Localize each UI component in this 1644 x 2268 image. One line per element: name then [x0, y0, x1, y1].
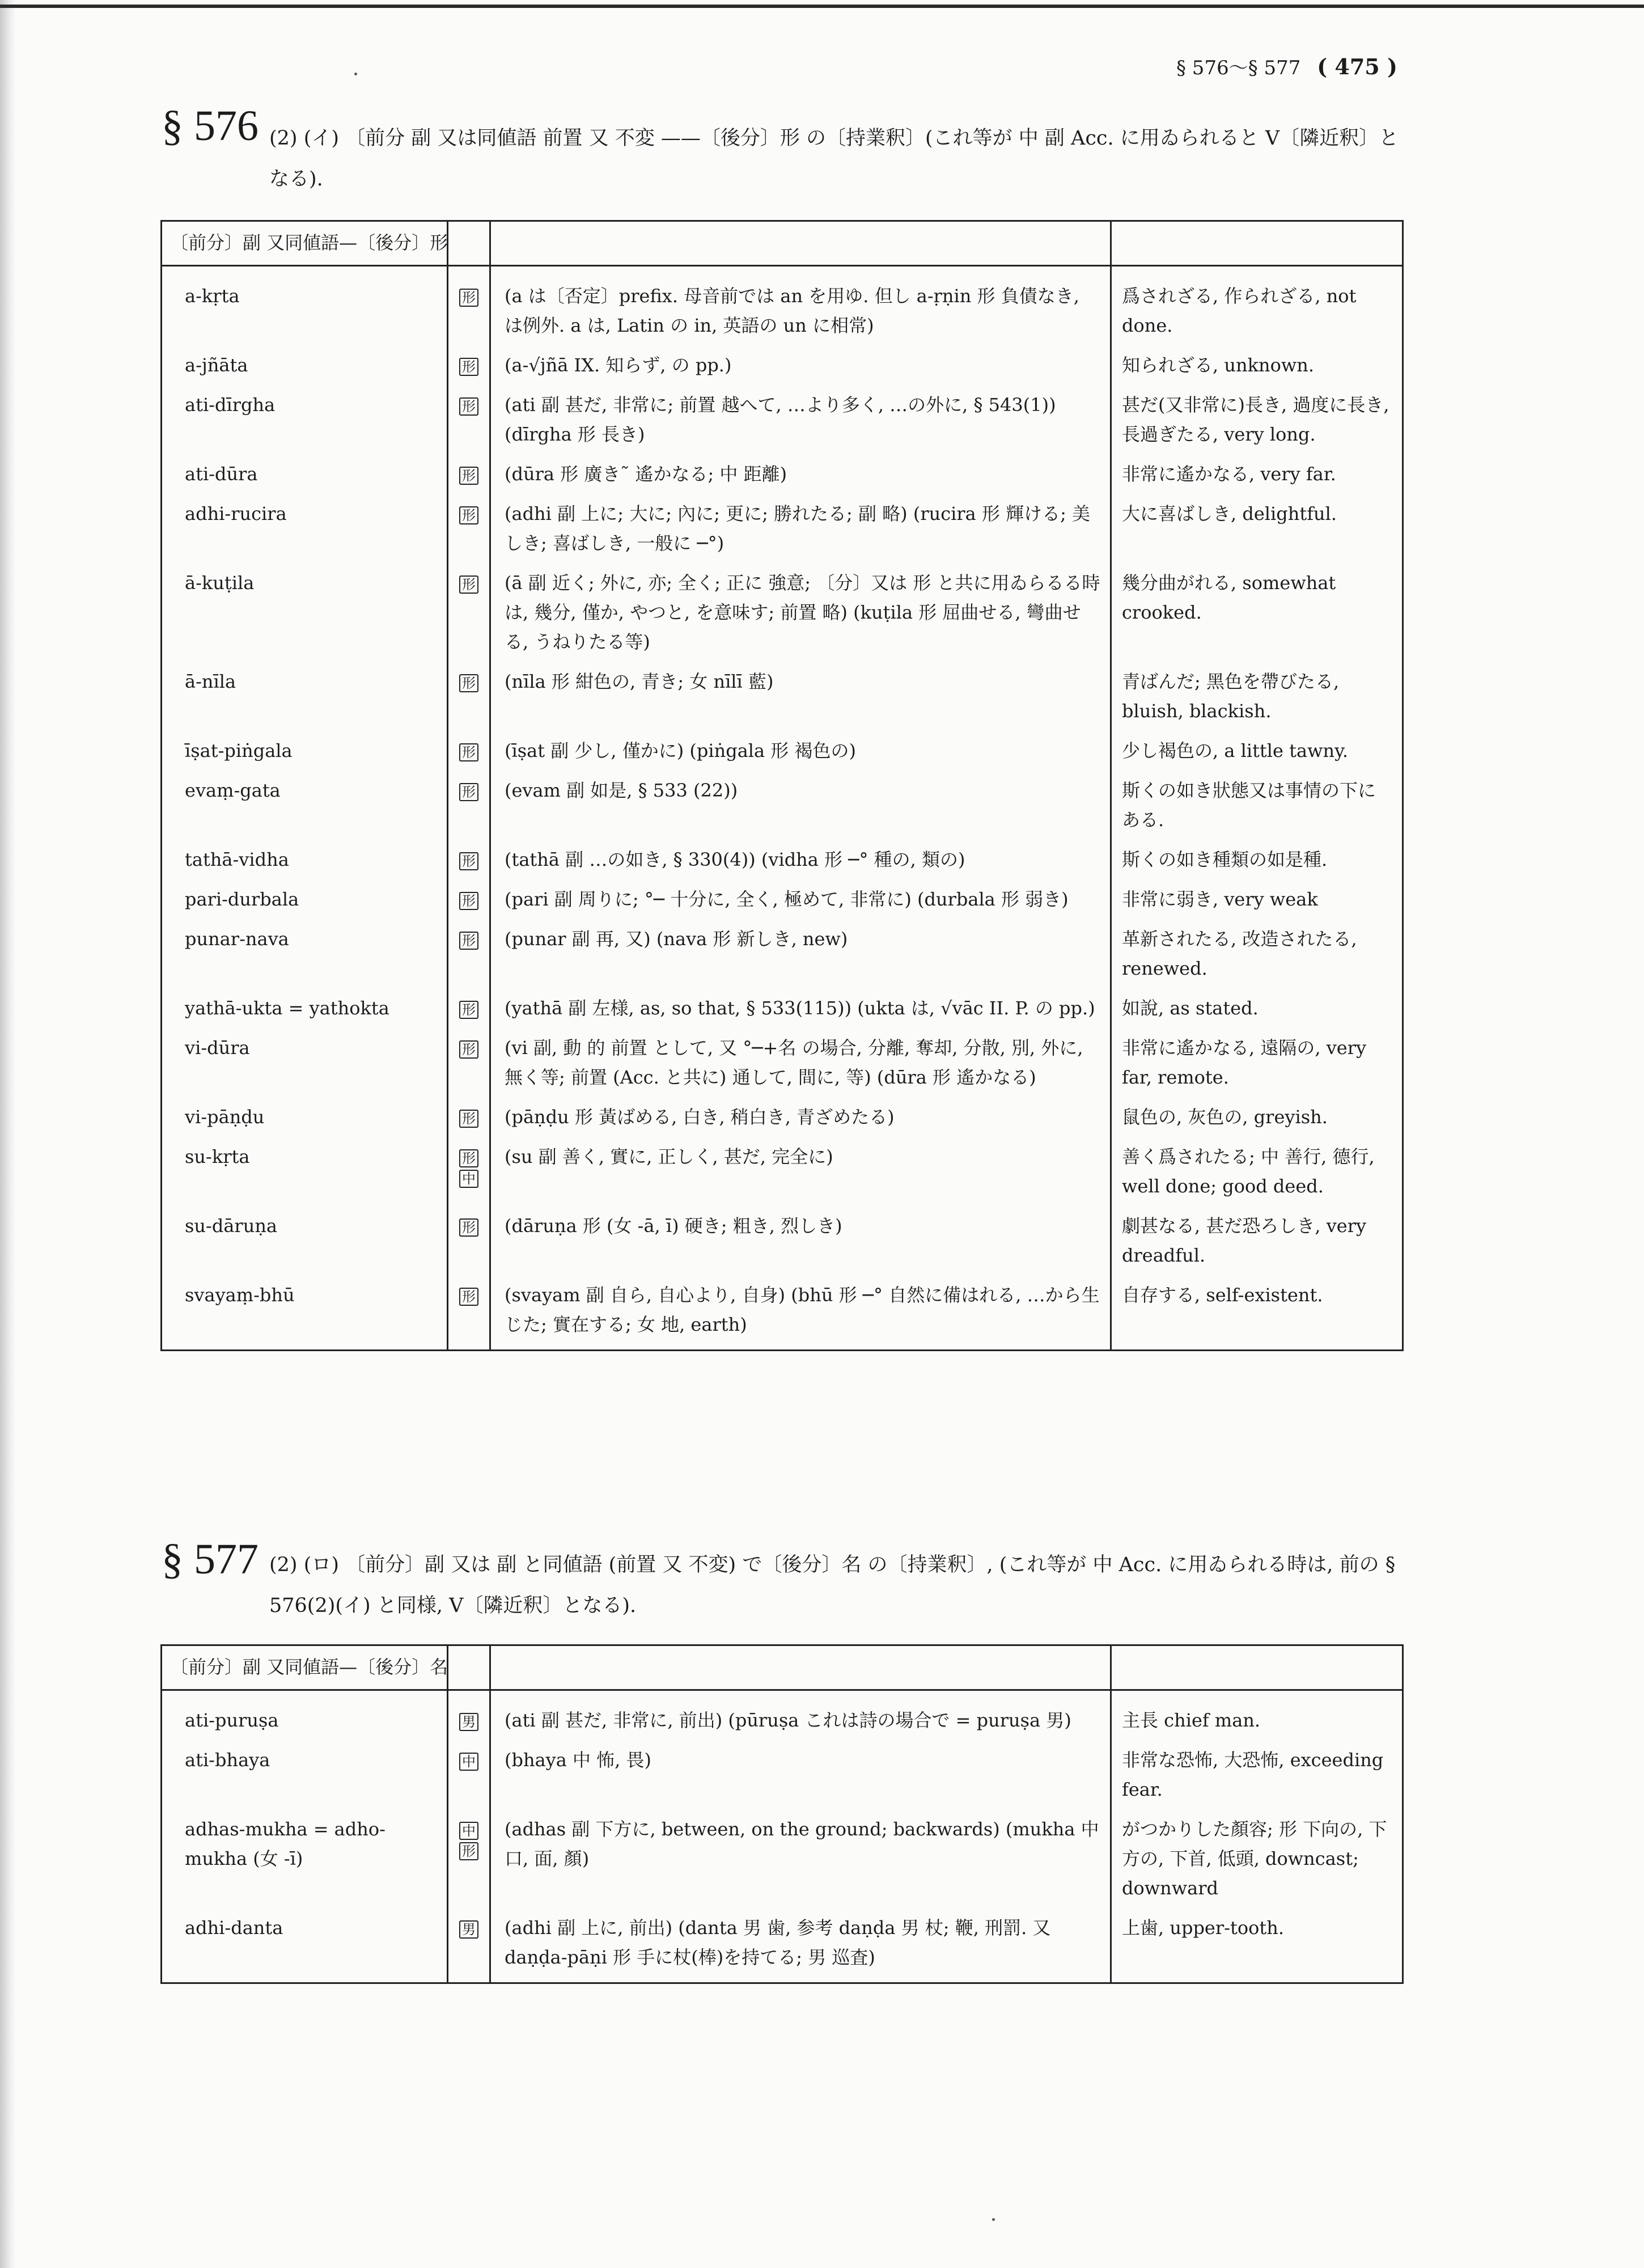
entry-meaning: 少し褐色の, a little tawny.: [1111, 736, 1403, 776]
header-meaning: [1111, 221, 1403, 266]
table-576: [160, 220, 1404, 1351]
pos-badge: 形: [459, 289, 478, 307]
entry-term: punar-nava: [162, 924, 448, 993]
pos-badge: 形: [459, 932, 478, 950]
header-term: 〔前分〕副 又同値語—〔後分〕名: [162, 1645, 448, 1690]
table-row: [162, 1211, 1403, 1280]
table-row: [162, 568, 1403, 667]
table-row: [162, 667, 1403, 736]
table-row: [162, 281, 1403, 350]
table-row: [162, 1102, 1403, 1142]
pos-badge: 形: [459, 674, 478, 692]
pos-stack: [458, 358, 480, 376]
table-576-body: [162, 266, 1403, 1351]
table-row: [162, 736, 1403, 776]
entry-etymology: (pāṇḍu 形 黃ばめる, 白き, 稍白き, 青ざめたる): [490, 1102, 1111, 1142]
pos-stack: [458, 1110, 480, 1128]
table-row: [162, 1280, 1403, 1351]
entry-pos-cell: [448, 1706, 490, 1745]
pos-badge: 形: [459, 358, 478, 376]
pos-stack: [458, 743, 480, 761]
table-header-row: [162, 221, 1403, 266]
entry-pos-cell: [448, 1280, 490, 1351]
entry-pos-cell: [448, 350, 490, 390]
pos-badge: 中: [459, 1170, 478, 1188]
entry-term: īṣat-piṅgala: [162, 736, 448, 776]
pos-badge: 形: [459, 1842, 478, 1860]
running-head: [1176, 52, 1414, 81]
pos-badge: 形: [459, 1149, 478, 1167]
spacer-cell: [490, 1690, 1111, 1706]
entry-term: ati-bhaya: [162, 1745, 448, 1814]
entry-term: ati-dūra: [162, 459, 448, 499]
spacer-cell: [162, 1690, 448, 1706]
pos-badge: 形: [459, 576, 478, 594]
table-row: [162, 1913, 1403, 1983]
pos-badge: 中: [459, 1753, 478, 1771]
entry-term: adhi-rucira: [162, 499, 448, 568]
pos-badge: 形: [459, 467, 478, 485]
header-term: 〔前分〕副 又同値語—〔後分〕形: [162, 221, 448, 266]
pos-badge: 形: [459, 397, 478, 416]
table-577: [160, 1644, 1404, 1984]
table-row: [162, 1706, 1403, 1745]
pos-stack: [458, 397, 480, 416]
entry-etymology: (a は〔否定〕prefix. 母音前では an を用ゆ. 但し a-ṛṇin 形 負債なき, は例外. a は, Latin の in, 英語の un に相常): [490, 281, 1111, 350]
entry-term: pari-durbala: [162, 885, 448, 924]
pos-stack: [458, 1753, 480, 1771]
pos-stack: [458, 1288, 480, 1306]
entry-term: tathā-vidha: [162, 845, 448, 885]
top-rule: [0, 5, 1644, 8]
pos-badge: 形: [459, 1110, 478, 1128]
spacer-cell: [1111, 1690, 1403, 1706]
entry-term: ā-kuṭila: [162, 568, 448, 667]
entry-pos-cell: [448, 1814, 490, 1913]
entry-pos-cell: [448, 459, 490, 499]
entry-pos-cell: [448, 281, 490, 350]
entry-meaning: 知られざる, unknown.: [1111, 350, 1403, 390]
entry-meaning: 甚だ(又非常に)長き, 過度に長き, 長過ぎたる, very long.: [1111, 390, 1403, 459]
entry-meaning: 非常に遙かなる, 遠隔の, very far, remote.: [1111, 1033, 1403, 1102]
entry-term: adhi-danta: [162, 1913, 448, 1983]
entry-pos-cell: [448, 390, 490, 459]
entry-term: su-kṛta: [162, 1142, 448, 1211]
pos-badge: 形: [459, 783, 478, 801]
entry-meaning: 幾分曲がれる, somewhat crooked.: [1111, 568, 1403, 667]
section-576-number: § 576: [162, 102, 259, 150]
entry-meaning: 上歯, upper-tooth.: [1111, 1913, 1403, 1983]
page-number: ( 475 ): [1317, 54, 1397, 79]
pos-stack: [458, 1713, 480, 1731]
entry-term: ā-nīla: [162, 667, 448, 736]
entry-meaning: 自存する, self-existent.: [1111, 1280, 1403, 1351]
entry-etymology: (adhi 副 上に; 大に; 內に; 更に; 勝れたる; 副 略) (rucira 形 輝ける; 美しき; 喜ばしき, 一般に ─°): [490, 499, 1111, 568]
pos-badge: 形: [459, 1001, 478, 1019]
table-row: [162, 924, 1403, 993]
entry-etymology: (evam 副 如是, § 533 (22)): [490, 776, 1111, 845]
pos-stack: [458, 852, 480, 870]
pos-stack: [458, 1822, 480, 1860]
entry-meaning: 主長 chief man.: [1111, 1706, 1403, 1745]
entry-etymology: (su 副 善く, 實に, 正しく, 甚だ, 完全に): [490, 1142, 1111, 1211]
pos-stack: [458, 467, 480, 485]
entry-meaning: 非常に弱き, very weak: [1111, 885, 1403, 924]
table-row: [162, 1033, 1403, 1102]
entry-etymology: (punar 副 再, 又) (nava 形 新しき, new): [490, 924, 1111, 993]
entry-term: ati-dīrgha: [162, 390, 448, 459]
entry-pos-cell: [448, 1102, 490, 1142]
entry-etymology: (ati 副 甚だ, 非常に, 前出) (pūruṣa これは詩の場合で = puruṣa 男): [490, 1706, 1111, 1745]
entry-etymology: (tathā 副 …の如き, § 330(4)) (vidha 形 ─° 種の, 類の): [490, 845, 1111, 885]
pos-stack: [458, 1040, 480, 1059]
entry-etymology: (pari 副 周りに; °─ 十分に, 全く, 極めて, 非常に) (durbala 形 弱き): [490, 885, 1111, 924]
pos-badge: 男: [459, 1713, 478, 1731]
entry-meaning: 非常に遙かなる, very far.: [1111, 459, 1403, 499]
running-head-sections: § 576～§ 577: [1176, 57, 1301, 79]
entry-meaning: 斯くの如き狀態又は事情の下にある.: [1111, 776, 1403, 845]
table-row: [162, 1814, 1403, 1913]
header-pos: [448, 221, 490, 266]
table-row: [162, 1745, 1403, 1814]
pos-stack: [458, 1001, 480, 1019]
entry-pos-cell: [448, 924, 490, 993]
header-pos: [448, 1645, 490, 1690]
entry-etymology: (dūra 形 廣き˜ 遙かなる; 中 距離): [490, 459, 1111, 499]
pos-stack: [458, 1149, 480, 1188]
pos-stack: [458, 506, 480, 524]
entry-term: su-dāruṇa: [162, 1211, 448, 1280]
table-row: [162, 776, 1403, 845]
pos-badge: 形: [459, 1218, 478, 1237]
entry-meaning: 善く爲されたる; 中 善行, 德行, well done; good deed.: [1111, 1142, 1403, 1211]
pos-stack: [458, 1218, 480, 1237]
pos-stack: [458, 674, 480, 692]
entry-meaning: 非常な恐怖, 大恐怖, exceeding fear.: [1111, 1745, 1403, 1814]
pos-stack: [458, 932, 480, 950]
table-spacer-row: [162, 1690, 1403, 1706]
entry-pos-cell: [448, 499, 490, 568]
entry-etymology: (adhi 副 上に, 前出) (danta 男 歯, 参考 daṇḍa 男 杖; 鞭, 刑罰. 又 daṇḍa-pāṇi 形 手に杖(棒)を持てる; 男 巡査): [490, 1913, 1111, 1983]
pos-badge: 形: [459, 1288, 478, 1306]
scan-edge: [0, 0, 16, 2268]
table-row: [162, 350, 1403, 390]
entry-meaning: 斯くの如き種類の如是種.: [1111, 845, 1403, 885]
entry-term: a-jñāta: [162, 350, 448, 390]
entry-pos-cell: [448, 1142, 490, 1211]
entry-meaning: 革新されたる, 改造されたる, renewed.: [1111, 924, 1403, 993]
entry-term: evaṃ-gata: [162, 776, 448, 845]
entry-etymology: (ati 副 甚だ, 非常に; 前置 越へて, …より多く, …の外に, § 543(1)) (dīrgha 形 長き): [490, 390, 1111, 459]
table-row: [162, 390, 1403, 459]
header-etymology: [490, 221, 1111, 266]
table-row: [162, 459, 1403, 499]
entry-etymology: (svayam 副 自ら, 自心より, 自身) (bhū 形 ─° 自然に備はれる, …から生じた; 實在する; 女 地, earth): [490, 1280, 1111, 1351]
entry-pos-cell: [448, 736, 490, 776]
spacer-cell: [448, 1690, 490, 1706]
entry-term: vi-pāṇḍu: [162, 1102, 448, 1142]
spacer-cell: [490, 266, 1111, 282]
entry-pos-cell: [448, 776, 490, 845]
entry-term: a-kṛta: [162, 281, 448, 350]
entry-pos-cell: [448, 1033, 490, 1102]
ink-speck: [354, 73, 357, 75]
spacer-cell: [1111, 266, 1403, 282]
table-row: [162, 845, 1403, 885]
entry-meaning: 爲されざる, 作られざる, not done.: [1111, 281, 1403, 350]
entry-meaning: 大に喜ばしき, delightful.: [1111, 499, 1403, 568]
entry-pos-cell: [448, 845, 490, 885]
table-row: [162, 993, 1403, 1033]
entry-pos-cell: [448, 568, 490, 667]
entry-etymology: (adhas 副 下方に, between, on the ground; backwards) (mukha 中 口, 面, 顏): [490, 1814, 1111, 1913]
entry-term: yathā-ukta = yathokta: [162, 993, 448, 1033]
entry-pos-cell: [448, 993, 490, 1033]
entry-etymology: (dāruṇa 形 (女 -ā, ī) 硬き; 粗き, 烈しき): [490, 1211, 1111, 1280]
header-etymology: [490, 1645, 1111, 1690]
entry-meaning: がつかりした顏容; 形 下向の, 下方の, 下首, 低頭, downcast; downward: [1111, 1814, 1403, 1913]
pos-stack: [458, 783, 480, 801]
entry-etymology: (nīla 形 紺色の, 青き; 女 nīlī 藍): [490, 667, 1111, 736]
pos-badge: 形: [459, 852, 478, 870]
pos-badge: 形: [459, 1040, 478, 1059]
pos-stack: [458, 1920, 480, 1939]
section-577-description: (2) (ロ) 〔前分〕副 又は 副 と同値語 (前置 又 不変) で〔後分〕名 の〔持業釈〕, (これ等が 中 Acc. に用ゐられる時は, 前の § 576(2)(イ) と同様, V〔隣近釈〕となる).: [269, 1554, 1396, 1617]
entry-term: ati-puruṣa: [162, 1706, 448, 1745]
pos-badge: 形: [459, 892, 478, 910]
entry-pos-cell: [448, 885, 490, 924]
pos-badge: 形: [459, 506, 478, 524]
table-spacer-row: [162, 266, 1403, 282]
entry-etymology: (bhaya 中 怖, 畏): [490, 1745, 1111, 1814]
entry-meaning: 青ばんだ; 黑色を帶びたる, bluish, blackish.: [1111, 667, 1403, 736]
section-577-number: § 577: [162, 1535, 259, 1583]
table-row: [162, 1142, 1403, 1211]
entry-etymology: (vi 副, 動 的 前置 として, 又 °─+名 の場合, 分離, 奪却, 分散, 別, 外に, 無く等; 前置 (Acc. と共に) 通して, 間に, 等) (dūra 形 遙かなる): [490, 1033, 1111, 1102]
spacer-cell: [162, 266, 448, 282]
entry-pos-cell: [448, 1913, 490, 1983]
entry-meaning: 劇甚なる, 甚だ恐ろしき, very dreadful.: [1111, 1211, 1403, 1280]
entry-pos-cell: [448, 1211, 490, 1280]
pos-badge: 形: [459, 743, 478, 761]
pos-badge: 男: [459, 1920, 478, 1939]
entry-etymology: (ā 副 近く; 外に, 亦; 全く; 正に 強意; 〔分〕又は 形 と共に用ゐらるる時は, 幾分, 僅か, やつと, を意味す; 前置 略) (kuṭila 形 屈曲せる, 彎曲せる, うねりたる等): [490, 568, 1111, 667]
spacer-cell: [448, 266, 490, 282]
entry-etymology: (īṣat 副 少し, 僅かに) (piṅgala 形 褐色の): [490, 736, 1111, 776]
ink-speck: [992, 2218, 995, 2221]
entry-meaning: 鼠色の, 灰色の, greyish.: [1111, 1102, 1403, 1142]
header-meaning: [1111, 1645, 1403, 1690]
table-row: [162, 885, 1403, 924]
pos-stack: [458, 289, 480, 307]
entry-meaning: 如說, as stated.: [1111, 993, 1403, 1033]
table-row: [162, 499, 1403, 568]
entry-pos-cell: [448, 667, 490, 736]
entry-etymology: (a-√jñā IX. 知らず, の pp.): [490, 350, 1111, 390]
pos-badge: 中: [459, 1822, 478, 1840]
pos-stack: [458, 892, 480, 910]
table-577-body: [162, 1690, 1403, 1983]
pos-stack: [458, 576, 480, 594]
entry-term: vi-dūra: [162, 1033, 448, 1102]
entry-pos-cell: [448, 1745, 490, 1814]
entry-term: adhas-mukha = adho-mukha (女 -ī): [162, 1814, 448, 1913]
table-header-row: [162, 1645, 1403, 1690]
entry-term: svayaṃ-bhū: [162, 1280, 448, 1351]
section-576-description: (2) (イ) 〔前分 副 又は同値語 前置 又 不変 ——〔後分〕形 の〔持業釈〕(これ等が 中 副 Acc. に用ゐられると V〔隣近釈〕となる).: [269, 127, 1399, 191]
entry-etymology: (yathā 副 左様, as, so that, § 533(115)) (ukta は, √vāc II. P. の pp.): [490, 993, 1111, 1033]
